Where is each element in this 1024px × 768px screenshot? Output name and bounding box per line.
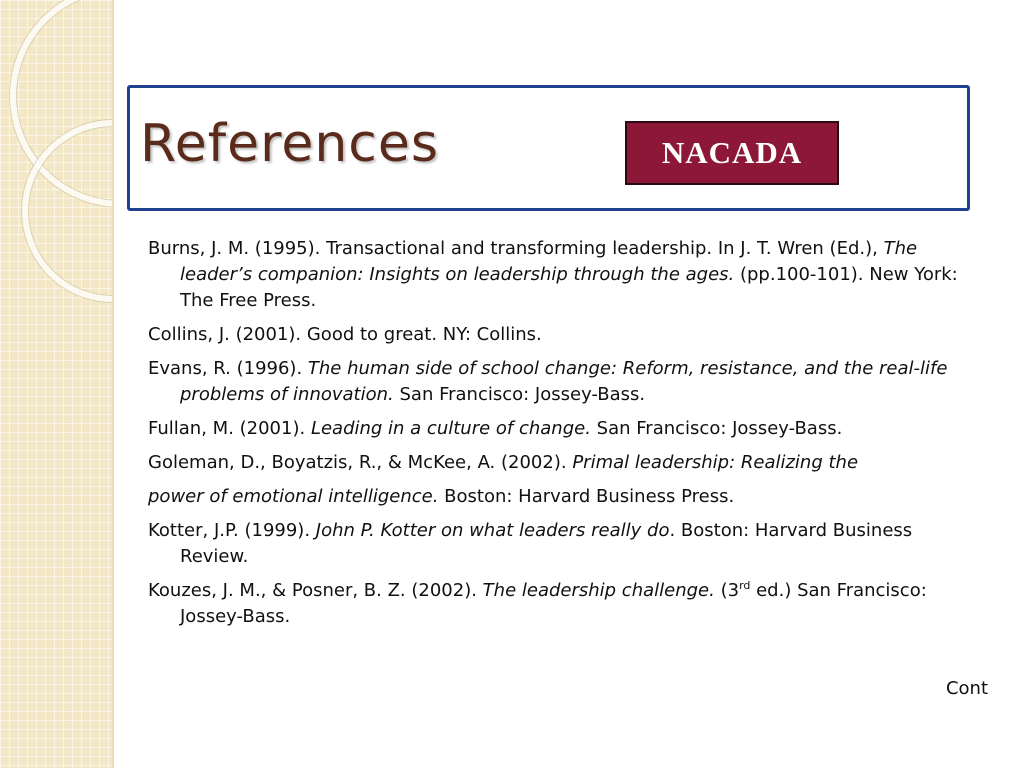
ref-superscript: rd [739, 579, 751, 592]
reference-item [148, 518, 978, 570]
reference-item [148, 450, 978, 510]
ref-text: Goleman, D., Boyatzis, R., & McKee, A. (2002). [148, 452, 573, 473]
reference-item [148, 322, 978, 348]
title-box [127, 85, 970, 211]
slide-title: References [140, 114, 439, 174]
ref-title: The human side of school change: Reform, resistance, and the real-life problems of innovation. [180, 358, 948, 405]
ref-title: power of emotional intelligence. [148, 486, 439, 507]
ref-text: ed.) San Francisco: Jossey-Bass. [180, 580, 927, 627]
ref-text: Kouzes, J. M., & Posner, B. Z. (2002). [148, 580, 483, 601]
nacada-logo [625, 121, 839, 185]
ref-text: Kotter, J.P. (1999). [148, 520, 316, 541]
ref-text: . Boston: Harvard Business Review. [180, 520, 913, 567]
ref-text: Collins, J. (2001). Good to great. NY: Collins. [148, 324, 542, 345]
ref-text: San Francisco: Jossey-Bass. [393, 384, 646, 405]
ref-title: Primal leadership: Realizing the [572, 452, 859, 473]
ref-text: San Francisco: Jossey-Bass. [590, 418, 843, 439]
ref-text: Evans, R. (1996). [148, 358, 308, 379]
reference-item [148, 416, 978, 442]
ref-continuation-line [148, 484, 978, 510]
ref-text: Fullan, M. (2001). [148, 418, 311, 439]
reference-item [148, 356, 978, 408]
ref-title: The leadership challenge. [482, 580, 715, 601]
decorative-side-strip [0, 0, 112, 768]
strip-divider [112, 0, 114, 768]
ref-text: (pp.100-101). New York: The Free Press. [180, 264, 958, 311]
ref-title: The leader’s companion: Insights on leadership through the ages. [180, 238, 918, 285]
ref-text: Burns, J. M. (1995). Transactional and transforming leadership. In J. T. Wren (Ed.), [148, 238, 884, 259]
continued-label: Cont [945, 678, 988, 699]
ref-text: Boston: Harvard Business Press. [438, 486, 735, 507]
ref-title: John P. Kotter on what leaders really do [315, 520, 670, 541]
ref-text: (3 [714, 580, 740, 601]
ref-title: Leading in a culture of change. [310, 418, 591, 439]
reference-item [148, 578, 978, 630]
reference-item [148, 236, 978, 314]
reference-list [148, 236, 978, 638]
logo-text: NACADA [661, 135, 803, 170]
